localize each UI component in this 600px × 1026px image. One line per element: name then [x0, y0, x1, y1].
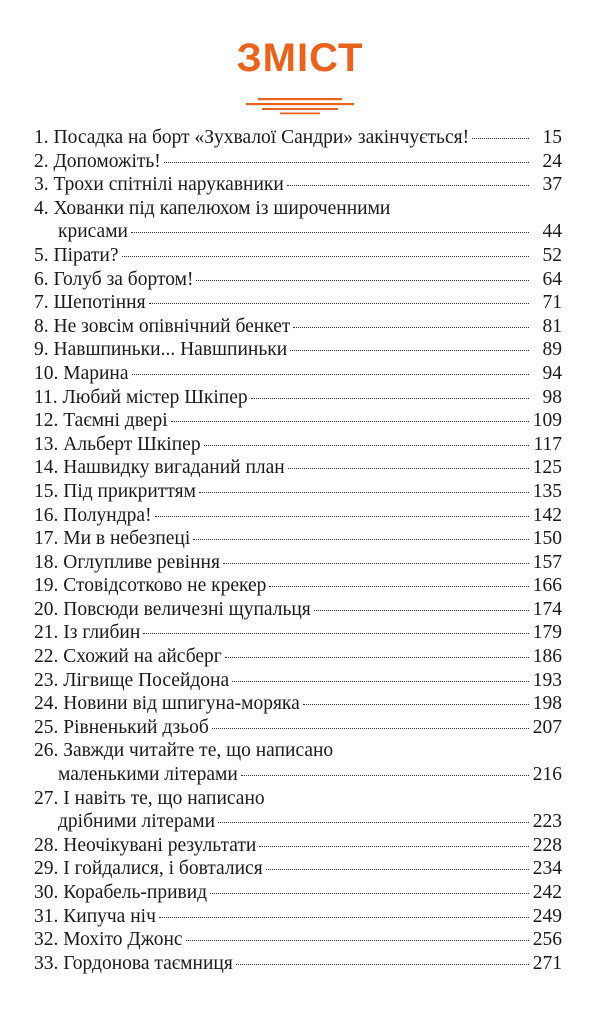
toc-entry[interactable]: [34, 244, 562, 268]
toc-entry-number: 18.: [34, 551, 59, 573]
toc-entry-title: [34, 598, 311, 622]
toc-entry-number: 33.: [34, 952, 59, 974]
toc-entry-title: [34, 338, 287, 362]
toc-entry-page: 179: [532, 622, 562, 644]
toc-entry[interactable]: [34, 386, 562, 410]
toc-entry[interactable]: [34, 480, 562, 504]
toc-entry-page: 166: [532, 575, 562, 597]
toc-entry[interactable]: [34, 905, 562, 929]
toc-entry-title-text: Нашвидку вигаданий план: [63, 457, 285, 479]
toc-entry-number: 9.: [34, 339, 49, 361]
toc-entry-title-text: Гордонова таємниця: [63, 952, 233, 974]
toc-entry-title-text: Рівненький дзьоб: [63, 716, 209, 738]
toc-entry[interactable]: [34, 126, 562, 150]
toc-entry-number: 13.: [34, 433, 59, 455]
toc-entry-title-text: Із глибин: [63, 622, 141, 644]
toc-leader-dots: [164, 162, 529, 163]
toc-leader-dots: [171, 421, 529, 422]
toc-entry-title-text: Схожий на айсберг: [63, 646, 222, 668]
toc-entry-page: 157: [532, 551, 562, 573]
toc-entry-number: 10.: [34, 362, 59, 384]
toc-entry-title: [34, 433, 201, 457]
toc-entry-title-text: Повсюди величезні щупальця: [63, 598, 311, 620]
toc-entry-title-text: Марина: [63, 362, 129, 384]
toc-leader-dots: [159, 917, 529, 918]
toc-leader-dots: [472, 138, 529, 139]
toc-leader-dots: [287, 185, 529, 186]
toc-entry-title-text: Оглупливе ревіння: [63, 551, 220, 573]
toc-entry-number: 32.: [34, 929, 59, 951]
toc-entry[interactable]: [34, 739, 562, 786]
toc-leader-dots: [149, 303, 529, 304]
toc-entry-title: [34, 244, 119, 268]
toc-entry-page: 109: [532, 410, 562, 432]
toc-entry-title-continued: маленькими літерами: [58, 764, 238, 786]
toc-entry-title-text: І навіть те, що написано: [63, 787, 265, 809]
toc-entry-title: [34, 386, 248, 410]
toc-entry-number: 22.: [34, 646, 59, 668]
toc-entry-title-text: І гойдалися, і бовталися: [63, 858, 263, 880]
toc-entry-number: 7.: [34, 292, 49, 314]
toc-entry-page: 52: [542, 244, 562, 266]
toc-entry-title-text: Лігвище Посейдона: [63, 669, 230, 691]
toc-entry-title: [34, 739, 333, 763]
toc-entry-page: 24: [542, 150, 562, 172]
toc-entry-page: 186: [532, 646, 562, 668]
toc-entry-title-text: Корабель-привид: [63, 882, 208, 903]
toc-entry-number: 28.: [34, 834, 59, 856]
toc-entry-page: 271: [532, 952, 562, 974]
toc-entry-title-text: Мохіто Джонс: [63, 929, 183, 951]
toc-entry-number: 17.: [34, 528, 59, 550]
toc-entry-page: 81: [542, 315, 562, 337]
toc-entry-number: 4.: [34, 197, 49, 219]
toc-entry-title: [34, 551, 220, 575]
toc-leader-dots: [143, 633, 529, 634]
toc-entry-title-text: Пірати?: [53, 244, 119, 266]
toc-leader-dots: [232, 681, 529, 682]
toc-entry[interactable]: [34, 150, 562, 174]
toc-leader-dots: [225, 657, 529, 658]
table-of-contents: [34, 126, 562, 975]
toc-leader-dots: [186, 940, 529, 941]
toc-entry-title: [34, 905, 156, 929]
toc-entry-title-text: Навшпиньки... Навшпиньки: [53, 339, 288, 361]
toc-entry[interactable]: [34, 621, 562, 645]
toc-entry[interactable]: [34, 598, 562, 622]
toc-entry-page: 71: [542, 292, 562, 314]
toc-entry-page: 174: [532, 598, 562, 620]
toc-entry[interactable]: [34, 952, 562, 976]
toc-entry[interactable]: [34, 504, 562, 528]
toc-entry-title-text: Стовідсотково не крекер: [63, 575, 267, 597]
toc-entry-number: 21.: [34, 622, 59, 644]
toc-entry-title: [34, 126, 469, 150]
toc-entry-title-text: Трохи спітнілі нарукавники: [53, 174, 284, 196]
toc-entry[interactable]: [34, 928, 562, 952]
toc-entry-page: 15: [542, 127, 562, 148]
toc-entry-number: 15.: [34, 480, 59, 502]
toc-leader-dots: [199, 492, 529, 493]
toc-entry-number: 6.: [34, 268, 49, 290]
toc-entry-page: 256: [532, 929, 562, 951]
toc-entry-page: 44: [542, 221, 562, 243]
toc-entry-number: 19.: [34, 575, 59, 597]
toc-entry-title: [34, 504, 152, 528]
toc-leader-dots: [293, 327, 529, 328]
toc-entry[interactable]: [34, 409, 562, 433]
toc-entry-title: [34, 574, 266, 598]
toc-leader-dots: [122, 256, 529, 257]
toc-entry-number: 16.: [34, 504, 59, 526]
toc-leader-dots: [196, 280, 529, 281]
toc-entry[interactable]: [34, 787, 562, 834]
toc-entry-title: [34, 669, 229, 693]
toc-entry-title: [34, 150, 161, 174]
toc-entry-title: [34, 456, 285, 480]
toc-entry-title-text: Любий містер Шкіпер: [62, 386, 248, 408]
toc-leader-dots: [210, 893, 529, 894]
toc-entry[interactable]: [34, 362, 562, 386]
toc-leader-dots: [290, 350, 529, 351]
toc-entry-number: 14.: [34, 457, 59, 479]
page-title: ЗМІСТ: [236, 36, 364, 80]
toc-entry-number: 25.: [34, 716, 59, 738]
toc-entry-page: 135: [532, 480, 562, 502]
toc-entry[interactable]: [34, 692, 562, 716]
toc-entry-page: 142: [532, 504, 562, 526]
toc-entry-number: 3.: [34, 174, 49, 196]
toc-leader-dots: [131, 232, 529, 233]
toc-entry-page: 234: [532, 858, 562, 880]
toc-entry-page: 150: [532, 528, 562, 550]
toc-entry-title: [34, 881, 207, 905]
toc-entry[interactable]: [34, 315, 562, 339]
toc-entry-title: [34, 645, 222, 669]
toc-entry-title: [34, 409, 168, 433]
toc-entry-title: [34, 857, 263, 881]
toc-entry[interactable]: [34, 834, 562, 858]
toc-leader-dots: [303, 704, 529, 705]
toc-entry[interactable]: [34, 645, 562, 669]
toc-entry-page: 37: [542, 174, 562, 196]
toc-entry-page: 223: [532, 811, 562, 833]
toc-entry-page: 64: [542, 268, 562, 290]
toc-leader-dots: [132, 374, 529, 375]
toc-leader-dots: [155, 516, 529, 517]
toc-entry-title-text: Голуб за бортом!: [53, 268, 194, 290]
toc-entry-page: 98: [542, 386, 562, 408]
toc-entry[interactable]: [34, 456, 562, 480]
toc-entry-page: 117: [533, 433, 562, 455]
toc-entry-number: 5.: [34, 244, 49, 266]
toc-entry-title-text: Альберт Шкіпер: [63, 433, 201, 455]
toc-leader-dots: [218, 822, 529, 823]
toc-entry-page: 198: [532, 693, 562, 715]
toc-leader-dots: [223, 563, 529, 564]
toc-entry-title: [34, 173, 284, 197]
toc-entry-title-text: Не зовсім опівнічний бенкет: [53, 315, 291, 337]
toc-leader-dots: [288, 468, 529, 469]
toc-entry-title: [34, 527, 190, 551]
toc-entry-title: [34, 362, 129, 386]
toc-entry-title-text: Кипуча ніч: [63, 905, 156, 927]
toc-entry[interactable]: [34, 716, 562, 740]
toc-entry-title-text: Полундра!: [63, 504, 152, 526]
toc-entry-page: 207: [532, 716, 562, 738]
toc-entry-number: 11.: [34, 386, 58, 408]
toc-entry[interactable]: [34, 881, 562, 905]
toc-entry-number: 26.: [34, 740, 59, 762]
toc-entry[interactable]: [34, 173, 562, 197]
toc-entry[interactable]: [34, 197, 562, 244]
toc-entry-title-text: Посадка на борт «Зухвалої Сандри» закінчується!: [53, 127, 470, 148]
toc-entry-title-text: Під прикриттям: [63, 480, 196, 502]
toc-entry-page: 242: [532, 882, 562, 903]
toc-entry[interactable]: [34, 551, 562, 575]
toc-entry-number: 31.: [34, 905, 59, 927]
toc-entry[interactable]: [34, 574, 562, 598]
toc-leader-dots: [241, 775, 529, 776]
toc-entry-number: 8.: [34, 315, 49, 337]
toc-entry[interactable]: [34, 338, 562, 362]
toc-entry-page: 228: [532, 834, 562, 856]
toc-entry-title: [34, 692, 300, 716]
toc-entry-title-text: Допоможіть!: [53, 150, 161, 172]
toc-entry-number: 12.: [34, 410, 59, 432]
toc-entry[interactable]: [34, 857, 562, 881]
toc-leader-dots: [314, 610, 529, 611]
toc-entry-page: 125: [532, 457, 562, 479]
toc-entry-title-text: Ми в небезпеці: [63, 528, 191, 550]
toc-leader-dots: [266, 869, 529, 870]
toc-entry-title-text: Неочікувані результати: [63, 834, 257, 856]
toc-entry-title: [34, 928, 183, 952]
toc-entry-title: [34, 952, 233, 976]
toc-entry-number: 23.: [34, 669, 59, 691]
toc-entry-title-continued: дрібними літерами: [58, 811, 216, 833]
toc-entry-number: 29.: [34, 858, 59, 880]
toc-entry[interactable]: [34, 291, 562, 315]
toc-entry[interactable]: [34, 669, 562, 693]
toc-leader-dots: [204, 445, 529, 446]
toc-entry-title-text: Новини від шпигуна-моряка: [63, 693, 300, 715]
toc-leader-dots: [236, 964, 529, 965]
toc-entry[interactable]: [34, 433, 562, 457]
toc-entry-number: 1.: [34, 127, 49, 148]
toc-entry-title: [34, 291, 146, 315]
toc-entry-title: [34, 834, 256, 858]
toc-entry-title-text: Завжди читайте те, що написано: [63, 740, 334, 762]
toc-entry-number: 24.: [34, 693, 59, 715]
toc-entry-title: [34, 315, 290, 339]
toc-entry-number: 30.: [34, 882, 59, 903]
toc-entry-title: [34, 268, 193, 292]
toc-entry-page: 94: [542, 362, 562, 384]
toc-entry-title: [34, 197, 390, 221]
toc-entry-number: 2.: [34, 150, 49, 172]
toc-entry-title-text: Шепотіння: [53, 292, 146, 314]
toc-entry-title-text: Таємні двері: [63, 410, 168, 432]
toc-leader-dots: [193, 539, 529, 540]
toc-entry[interactable]: [34, 527, 562, 551]
toc-entry-page: 216: [532, 764, 562, 786]
toc-entry-title: [34, 621, 140, 645]
toc-entry[interactable]: [34, 268, 562, 292]
toc-entry-title: [34, 716, 209, 740]
title-underline-ornament-icon: [240, 96, 360, 118]
toc-leader-dots: [269, 586, 529, 587]
toc-entry-number: 20.: [34, 598, 59, 620]
toc-entry-title-continued: крисами: [58, 221, 128, 243]
toc-entry-title-text: Хованки під капелюхом із широченними: [53, 197, 391, 219]
toc-entry-page: 193: [532, 669, 562, 691]
toc-entry-number: 27.: [34, 787, 59, 809]
toc-entry-title: [34, 480, 196, 504]
toc-leader-dots: [251, 398, 529, 399]
toc-leader-dots: [259, 846, 529, 847]
toc-entry-page: 89: [542, 339, 562, 361]
toc-leader-dots: [212, 728, 529, 729]
toc-entry-title: [34, 787, 265, 811]
toc-entry-page: 249: [532, 905, 562, 927]
